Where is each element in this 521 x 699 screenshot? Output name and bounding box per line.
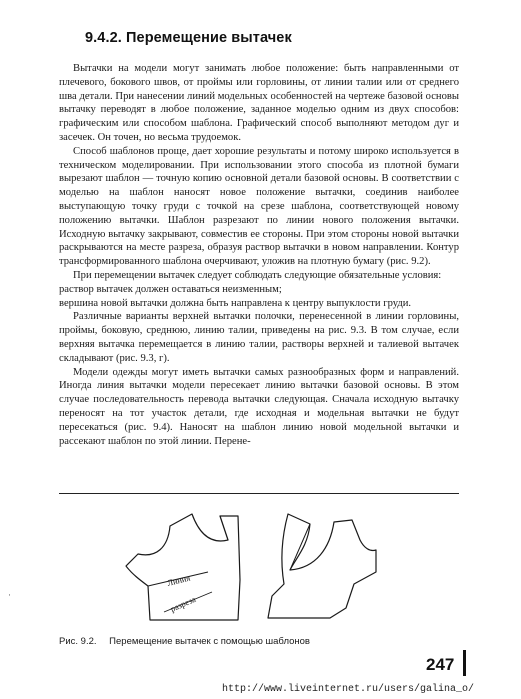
condition-item-2: вершина новой вытачки должна быть направлена к центру выпуклости груди. [59,297,412,309]
figure-9-2 [120,500,450,628]
paragraph-2: Способ шаблонов проще, дает хорошие результаты и потому широко используется в техническом моделировании. При использовании этого способа из плотной бумаги вырезают шаблон — точную копию основной детали базовой основы. В соответствии с моделью на шаблон наносят новое положение вытачки, соединив наиболее выступающую точку груди с точкой на срезе шаблона, соответствующей новому положению вытачки. Шаблон разрезают по линии нового положения вытачки. Исходную вытачку закрывают, совместив ее стороны. При этом стороны новой вытачки раскрываются на месте разреза, образуя раствор вытачки в новом направлении. Контур трансформированного шаблона очерчивают, уложив на плотную бумагу (рис. 9.2). [59,145,459,268]
footer-url[interactable]: http://www.liveinternet.ru/users/galina_o/ [222,684,475,695]
section-heading: 9.4.2. Перемещение вытачек [85,30,292,46]
right-template-outline [268,514,376,618]
body-text [59,62,459,448]
paragraph-4: Различные варианты верхней вытачки полочки, перенесенной в линии горловины, проймы, боковую, среднюю, линию талии, приведены на рис. 9.3. В том случае, если верхняя вытачка перемещается в линию талии, растворы верхней и талиевой вытачек складывают (рис. 9.3, г). [59,311,459,364]
figure-caption [59,636,310,647]
paragraph-5: Модели одежды могут иметь вытачки самых разнообразных форм и направлений. Иногда линия вытачки модели пересекает линию вытачки базовой основы. В этом случае последовательность перевода вытачки следующая. Сначала исходную вытачку переносят на тот участок детали, где исходная и модельная вытачки не будут пересекаться (рис. 9.4). Наносят на шаблон линию новой модельной вытачки и рассекают шаблон по этой линии. Перене- [59,366,459,447]
caption-label: Рис. 9.2. [59,636,97,647]
cut-line-label-2: разреза [168,593,198,614]
right-template-dart [290,524,310,570]
pattern-illustration [120,500,450,628]
caption-text: Перемещение вытачек с помощью шаблонов [109,636,310,647]
paragraph-1: Вытачки на модели могут занимать любое положение: быть направленными от плечевого, бокового швов, от проймы или горловины, от линии талии или от среднего шва детали. При нанесении линий модельных особенностей на чертеже базовой основы вытачку переводят в любое положение, заданное моделью одним из двух способов: графическим или способом шаблона. Графический способ выполняют методом дуг и засечек. Он точен, но весьма трудоемок. [59,63,459,143]
left-template-dart [220,516,228,540]
margin-mark: · [8,590,11,600]
page-number: 247 [426,655,455,674]
right-template [268,514,376,618]
paragraph-3: При перемещении вытачек следует соблюдать следующие обязательные условия: [73,269,442,281]
condition-item-1: раствор вытачек должен оставаться неизменным; [59,283,282,295]
cut-line-label-1: Линия [166,572,192,588]
page-number-bar [463,650,466,676]
figure-top-rule [59,493,459,494]
